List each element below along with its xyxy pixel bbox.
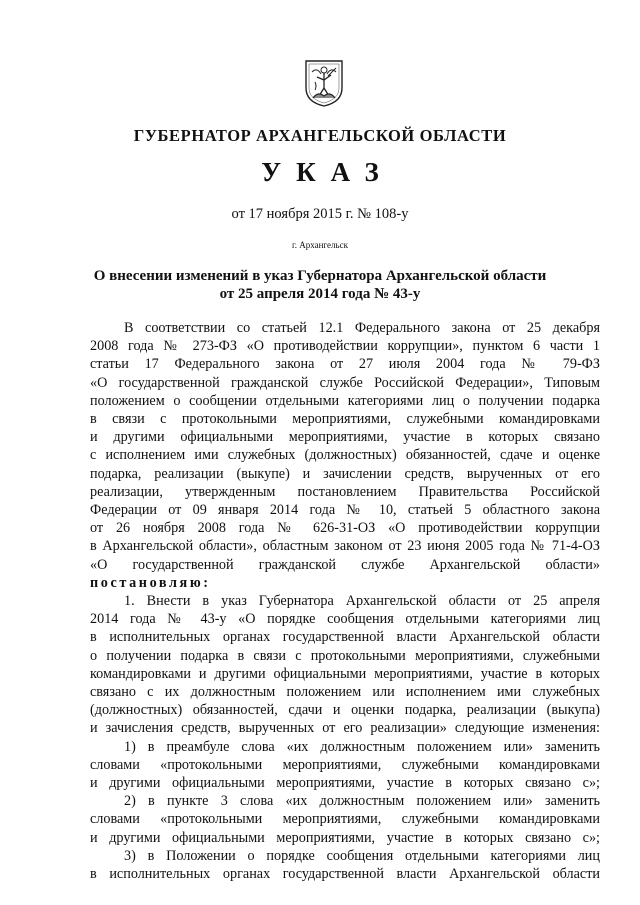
text-line: «О государственной гражданской службе Российской Федерации», Типовым (90, 374, 600, 391)
text-line: подарка, реализации (выкупе) и зачислении средств, вырученных от его (90, 465, 600, 482)
item-1-paragraph (90, 592, 600, 738)
text-line: в связи с протокольными мероприятиями, служебными командировками (90, 411, 600, 428)
text-line: 2) в пункте 3 слова «их должностным положением или» заменить (124, 793, 600, 810)
text-line: 1. Внести в указ Губернатора Архангельской области от 25 апреля (124, 593, 600, 610)
text-line: словами «протокольными мероприятиями, служебными командировками (90, 811, 600, 828)
text-line: «О государственной гражданской службе Архангельской области» (90, 556, 600, 573)
text-line: в Архангельской области», областным законом от 23 июня 2005 года № 71-4-ОЗ (90, 538, 600, 555)
text-line: 2008 года № 273-ФЗ «О противодействии коррупции», пунктом 6 части 1 (90, 338, 600, 355)
text-line: реализации, утвержденным постановлением Правительства Российской (90, 483, 600, 500)
text-line: и другими официальными мероприятиями, участие в которых связано (90, 429, 600, 446)
text-line: положением о сообщении отдельными категориями лиц о получении подарка (90, 392, 600, 409)
text-line: 2014 года № 43-у «О порядке сообщения отдельными категориями лиц (90, 611, 600, 628)
subitem-1-paragraph (90, 738, 600, 793)
text-line: с исполнением ими служебных (должностных) обязанностей, сдаче и оценке (90, 447, 600, 464)
text-line: статьи 17 Федерального закона от 27 июля 2004 года № 79-ФЗ (90, 356, 600, 373)
document-city: г. Архангельск (292, 240, 348, 250)
text-line: и другими официальными мероприятиями, участие в которых связано с»; (90, 775, 600, 792)
text-line: о получении подарка в связи с протокольными мероприятиями, служебными (90, 647, 600, 664)
document-title-line: О внесении изменений в указ Губернатора Архангельской области (93, 268, 547, 284)
subitem-2-paragraph (90, 792, 600, 847)
document-date-number: от 17 ноября 2015 г. № 108-у (231, 206, 409, 222)
subitem-3-paragraph (90, 847, 600, 883)
text-line: Федерации от 09 января 2014 года № 10, статьей 5 областного закона (90, 502, 600, 519)
decree-word-text: постановляю: (90, 574, 211, 591)
text-line: в исполнительных органах государственной власти Архангельской области (90, 866, 600, 883)
document-title (0, 267, 640, 303)
document-title-line: от 25 апреля 2014 года № 43-у (219, 286, 421, 302)
text-line: от 26 ноября 2008 года № 626-31-ОЗ «О противодействии коррупции (90, 520, 600, 537)
decree-word (90, 574, 600, 592)
text-line: и зачисления средств, вырученных от его реализации» следующие изменения: (90, 720, 600, 737)
coat-of-arms-icon (303, 58, 345, 108)
preamble-paragraph (90, 319, 600, 574)
text-line: 1) в преамбуле слова «их должностным положением или» заменить (124, 738, 600, 755)
text-line: В соответствии со статьей 12.1 Федерального закона от 25 декабря (124, 320, 600, 336)
text-line: словами «протокольными мероприятиями, служебными командировками (90, 756, 600, 773)
text-line: командировками и другими официальными мероприятиями, участие в которых (90, 665, 600, 682)
text-line: связано с их должностным положением или исполнением ими служебных (90, 684, 600, 701)
text-line: 3) в Положении о порядке сообщения отдельными категориями лиц (124, 847, 600, 864)
document-type: УКАЗ (261, 157, 394, 187)
text-line: в исполнительных органах государственной власти Архангельской области (90, 629, 600, 646)
text-line: (должностных) обязанностей, сдачи и оценки подарка, реализации (выкупа) (90, 702, 600, 719)
authority-name: ГУБЕРНАТОР АРХАНГЕЛЬСКОЙ ОБЛАСТИ (133, 126, 507, 145)
text-line: и другими официальными мероприятиями, участие в которых связано с»; (90, 829, 600, 846)
document-body (90, 319, 600, 883)
